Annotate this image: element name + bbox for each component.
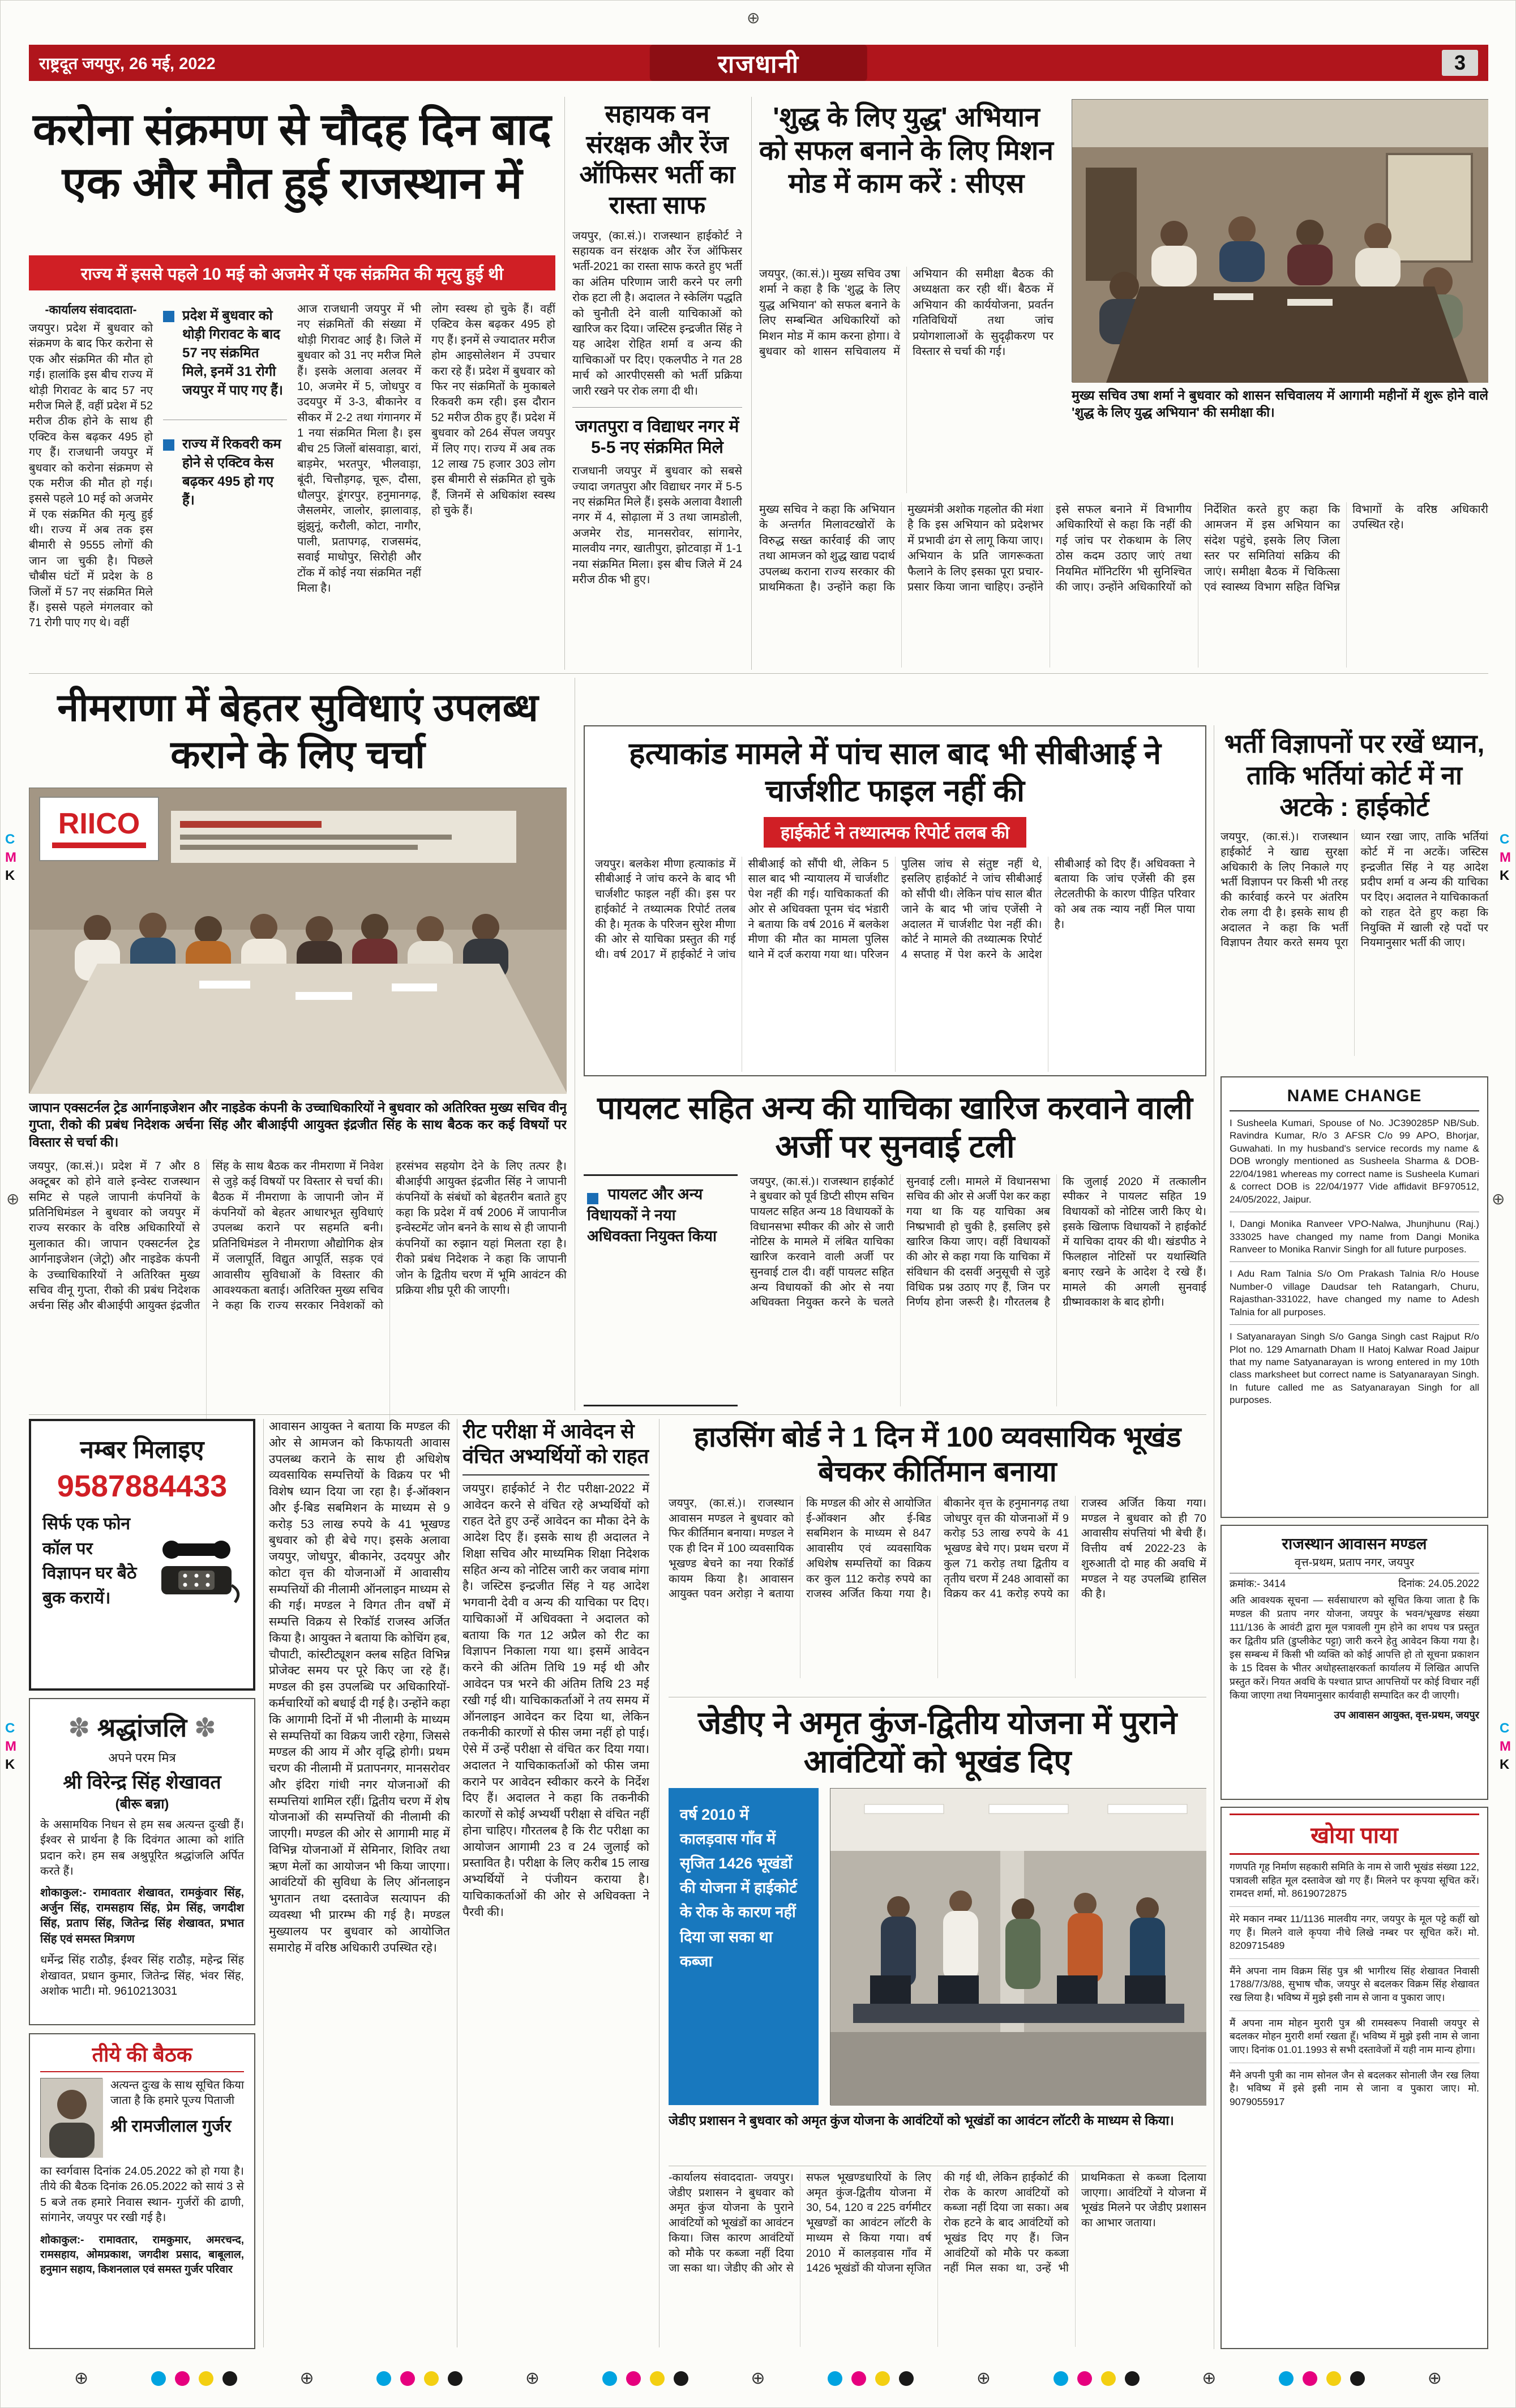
tiye-baithak-box [29,2033,255,2349]
hatyakand-subhead: हाईकोर्ट ने तथ्यात्मक रिपोर्ट तलब की [764,817,1026,848]
ad-title: नम्बर मिलाइए [80,1436,204,1464]
khoya-item: मैं अपना नाम मोहन मुरारी पुत्र श्री रामस्वरूप निवासी जयपुर से बदलकर मोहन मुरारी शर्मा रखता हूँ। भविष्य में मुझे इसी नाम से जाना जाए। दिनांक 01.01.1993 से सभी दस्तावेजों में यही नाम मान्य होगा। [1230,2011,1479,2063]
photo-jda-office [830,1788,1206,2105]
name-change-notice: I Satyanarayan Singh S/o Ganga Singh cast Rajput R/o Plot no. 129 Amarnath Dham II Hatoj Kalwar Road Jaipur that my name Satyanarayan is wrong entered in my 10th class marksheet but correct name is Satyanarayan Singh. In future called me as Satyanarayan Singh for all purposes. [1230,1331,1479,1406]
cmyk-dot-black [899,2371,914,2386]
article-shuddh [759,97,1488,670]
corona-bullet-item [163,435,287,510]
reg-letter-c: C [1500,1721,1510,1736]
jda-media-row [669,1788,1206,2105]
pilot-highlight-text: पायलट और अन्य विधायकों ने नया अधिवक्ता नियुक्त किया [587,1185,717,1245]
riico-logo [40,797,159,861]
tiye-intro-wrap [110,2078,244,2157]
telephone-icon [151,1519,242,1603]
pilot-body-row [584,1174,1206,1406]
article-neemrana [29,678,567,1445]
article-bharti-vigyapan [1220,725,1488,1071]
tiye-names: शोकाकुल:- रामावतार, रामकुमार, अमरचन्द, रामसहाय, ओमप्रकाश, जगदीश प्रसाद, बाबूलाल, हनुमान सहाय, किशनलाल एवं समस्त गुर्जर परिवार [40,2234,244,2276]
van-body2: राजधानी जयपुर में बुधवार को सबसे ज्यादा जगतपुरा और विद्याधर नगर में 5-5 नए संक्रमित मिले हैं। इसके अलावा वैशाली नगर में 4, सोढ़ाला में 3 तथा जामडोली, अजमेर रोड, मानसरोवर, सांगानेर, मालवीय नगर, खातीपुरा, झोटवाड़ा में 1-1 नया संक्रमित मिला। इस बीच जिले में 24 मरीज ठीक भी हुए। [572,465,742,586]
cmyk-dot-group [1054,2371,1140,2386]
riico-logo-text: RIICO [58,807,140,840]
shraddhanjali-name: श्री विरेन्द्र सिंह शेखावत [63,1772,221,1793]
photo-jda-office-art [830,1789,1206,2106]
corona-col1 [29,302,153,670]
pilot-highlight [584,1174,738,1406]
reg-letter-m: M [1500,1739,1511,1754]
shraddhanjali-alias: (बीरू बन्ना) [115,1797,169,1812]
cmyk-dot-cyan [828,2371,842,2386]
shuddh-headline: 'शुद्ध के लिए युद्ध' अभियान को सफल बनाने के लिए मिशन मोड में काम करें : सीएस [759,102,1054,199]
cmyk-dot-group [376,2371,462,2386]
hatyakand-headline: हत्याकांड मामले में पांच साल बाद भी सीबीआई ने चार्जशीट फाइल नहीं की [629,737,1161,808]
tiye-name: श्री रामजीलाल गुर्जर [110,2116,232,2136]
corona-bullet-item [163,306,287,400]
reet-headline: रीट परीक्षा में आवेदन से वंचित अभ्यर्थियों को राहत [462,1419,649,1475]
reg-letter-c: C [5,832,15,847]
bullet-square-icon [163,311,174,322]
reg-letter-m: M [5,1739,16,1754]
registration-cross-icon [977,2368,991,2388]
masthead-date: राष्ट्रदूत जयपुर, 26 मई, 2022 [39,54,216,73]
corona-col1-text: जयपुर। प्रदेश में बुधवार को संक्रमण के बाद फिर करोना से एक और संक्रमित की मौत हो गई। हालांकि इस बीच राज्य में थोड़ी गिरावट के बाद 57 नए मरीज मिले हैं, वहीं प्रदेश में 52 मरीज ठीक होने के साथ ही एक्टिव केस बढ़कर 495 हो गए हैं। राजधानी जयपुर में बुधवार को करोना संक्रमण से एक मरीज की मौत हो गई। इससे पहले 10 मई को अजमेर में एक संक्रमित की मृत्यु हुई थी। राज्य में अब तक इस बीमारी से 9555 लोगों की जान जा चुकी है। पिछले चौबीस घंटों में प्रदेश के 8 जिलों में 57 नए संक्रमित मिले हैं। इससे पहले मंगलवार को 71 रोगी पाए गए थे। वहीं [29,322,153,630]
cmyk-dot-magenta [1077,2371,1092,2386]
corona-bullet-box [163,302,287,670]
article-reet [462,1419,649,2347]
pilot-body: जयपुर, (का.सं.)। राजस्थान हाईकोर्ट ने बुधवार को पूर्व डिप्टी सीएम सचिन पायलट सहित अन्य 18 विधायकों के विधानसभा स्पीकर की ओर से जारी नोटिस के मामले में लंबित याचिका खारिज करवाने वाली अर्जी पर सुनवाई टाल दी। वहीं पायलट सहित अन्य विधायकों की ओर से नया अधिवक्ता नियुक्त करने के चलते सुनवाई टली। मामले में विधानसभा सचिव की ओर से अर्जी पेश कर कहा गया था कि यह याचिका अब निष्प्रभावी हो चुकी है, इसलिए इसे खारिज किया जाए। वहीं विधायकों की ओर से कहा गया कि याचिका में संविधान की दसवीं अनुसूची से जुड़े विधिक प्रश्न उठाए गए हैं, जिन पर निर्णय होना जरूरी है। गौरतलब है कि जुलाई 2020 में तत्कालीन स्पीकर ने पायलट सहित 19 विधायकों को नोटिस जारी किए थे। इसके खिलाफ विधायकों ने हाईकोर्ट में याचिका दायर की थी। खंडपीठ ने फिलहाल नोटिसों पर यथास्थिति बनाए रखने के आदेश दे रखे हैं। मामले की अगली सुनवाई ग्रीष्मावकाश के बाद होगी। [750,1175,1206,1309]
registration-cross-icon [299,2368,314,2388]
awasan-ref-date: दिनांक: 24.05.2022 [1398,1578,1479,1589]
van-headline: सहायक वन संरक्षक और रेंज ऑफिसर भर्ती का रास्ता साफ [579,100,735,220]
registration-cross-icon [6,1190,19,1208]
registration-cross-icon [74,2368,88,2388]
article-corona [29,97,555,670]
cmyk-dot-cyan [1279,2371,1294,2386]
cmyk-dot-yellow [424,2371,439,2386]
registration-cross-icon [1492,1190,1505,1208]
cmyk-dot-cyan [1054,2371,1068,2386]
van-body1: जयपुर, (का.सं.)। राजस्थान हाईकोर्ट ने सहायक वन संरक्षक और रेंज ऑफिसर भर्ती-2021 का रास्ता साफ करते हुए भर्ती का अंतिम परिणाम जारी करने पर लगी रोक हटा ली है। अदालत ने स्केलिंग पद्धति को चुनौती देने वाली याचिकाओं को खारिज कर दिया। जस्टिस इन्द्रजीत सिंह ने यह आदेश रोहित शर्मा व अन्य की याचिकाओं पर दिए। एकलपीठ ने गत 28 मार्च को आरपीएससी को भर्ती प्रक्रिया जारी रखने पर रोक लगा दी थी। [572,229,742,397]
cmyk-dot-yellow [875,2371,890,2386]
tiye-top-row [40,2078,244,2157]
awasan-notice-box [1220,1525,1488,1800]
khoya-item: मेरे मकान नम्बर 11/1136 मालवीय नगर, जयपुर के मूल पट्टे कहीं खो गए हैं। मिलने वाले कृपया नीचे लिखे नम्बर पर सूचित करें। मो. 8209715489 [1230,1907,1479,1959]
tiye-title: तीये की बैठक [40,2040,244,2072]
photo-riico-meeting-art [29,788,567,1094]
cmyk-dot-black [1125,2371,1140,2386]
registration-cross-icon [751,2368,765,2388]
reg-letter-c: C [1500,832,1510,847]
jda-bluebox: वर्ष 2010 में कालड़वास गाँव में सृजित 1426 भूखंडों की योजना में हाईकोर्ट के रोक के कारण नहीं दिया जा सका था कब्जा [669,1788,819,2105]
cmyk-dot-yellow [650,2371,665,2386]
shraddhanjali-names: शोकाकुल:- रामावतार शेखावत, रामकुंवार सिंह, अर्जुन सिंह, रामसहाय सिंह, प्रेम सिंह, जगदीश सिंह, प्रताप सिंह, जितेन्द्र सिंह शेखावत, प्रभात सिंह एवं समस्त मित्रगण [40,1886,244,1945]
photo-cs-meeting-art [1072,100,1488,383]
reg-letter-m: M [1500,850,1511,865]
registration-mark [1500,1722,1511,1772]
awasan-sign: उप आवासन आयुक्त, वृत्त-प्रथम, जयपुर [1334,1709,1479,1721]
section-rule [29,673,1488,674]
hatyakand-body: जयपुर। बलकेश मीणा हत्याकांड में सीबीआई ने जांच करने के बाद भी चार्जशीट फाइल नहीं की। इस पर हाईकोर्ट ने तथ्यात्मक रिपोर्ट तलब की है। मृतक के परिजन सुरेश मीणा की ओर से याचिका प्रस्तुत की गई थी। वर्ष 2017 में हाईकोर्ट ने जांच सीबीआई को सौंपी थी, लेकिन 5 साल बाद भी न्यायालय में चार्जशीट पेश नहीं की गई। याचिकाकर्ता की ओर से अधिवक्ता पूनम चंद भंडारी ने बताया कि वर्ष 2016 में बलकेश मीणा की मौत का मामला पुलिस थाने में दर्ज कराया गया था। परिजन पुलिस जांच से संतुष्ट नहीं थे, इसलिए हाईकोर्ट ने जांच सीबीआई को सौंपी थी। लेकिन पांच साल बीत जाने के बाद भी जांच एजेंसी ने अदालत में चार्जशीट पेश नहीं की। कोर्ट ने मामले की तथ्यात्मक रिपोर्ट 4 सप्ताह में पेश करने के आदेश सीबीआई को दिए हैं। अधिवक्ता ने बताया कि जांच एजेंसी की इस लेटलतीफी के कारण पीड़ित परिवार को अब तक न्याय नहीं मिल पाया है। [595,857,1195,961]
cmyk-dot-black [448,2371,462,2386]
neemrana-body: जयपुर, (का.सं.)। प्रदेश में 7 और 8 अक्टूबर को होने वाले इन्वेस्ट राजस्थान समिट से पहले जापानी कंपनियों के प्रतिनिधिमंडल ने बुधवार को जयपुर में राज्य सरकार के वरिष्ठ अधिकारियों से मुलाकात की। जापान एक्सटर्नल ट्रेड आर्गनाइजेशन (जेट्रो) और नाइडेक कंपनी के उच्चाधिकारियों ने अतिरिक्त मुख्य सचिव वीनू गुप्ता, रीको की प्रबंध निदेशक अर्चना सिंह और बीआईपी आयुक्त इंद्रजीत सिंह के साथ बैठक कर नीमराणा में निवेश से जुड़े कई विषयों पर विस्तार से चर्चा की। बैठक में नीमराणा के जापानी जोन में कंपनियों को बेहतर आधारभूत सुविधाएं उपलब्ध कराने पर सहमति बनी। प्रतिनिधिमंडल ने नीमराणा औद्योगिक क्षेत्र में जलापूर्ति, विद्युत आपूर्ति, सड़क एवं आवासीय सुविधाओं के विस्तार की आवश्यकता बताई। अतिरिक्त मुख्य सचिव ने कहा कि राज्य सरकार निवेशकों को हरसंभव सहयोग देने के लिए तत्पर है। बीआईपी आयुक्त इंद्रजीत सिंह ने जापानी कंपनियों के संबंधों को बेहतरीन बताते हुए कहा कि प्रदेश में वर्ष 2006 में जापानीज इन्वेस्टमेंट जोन बनने के साथ से ही जापानी कंपनियों का रुझान यहां मिलता रहा है। रीको प्रबंध निदेशक ने कहा कि जापानी जोन के द्वितीय चरण में भूमि आवंटन की प्रक्रिया शीघ्र पूरी की जाएगी। [29,1160,567,1312]
name-change-box [1220,1076,1488,1518]
article-housing-board [669,1419,1206,1693]
shraddhanjali-title: ✽ श्रद्धांजलि ✽ [40,1705,244,1749]
shuddh-photo-figure [1072,99,1488,421]
article-van-bharti [572,97,742,670]
registration-cross-icon [525,2368,539,2388]
shuddh-body: मुख्य सचिव ने कहा कि अभियान के अन्तर्गत मिलावटखोरों के विरुद्ध सख्त कार्रवाई की जाए तथा आमजन को शुद्ध खाद्य पदार्थ उपलब्ध कराना राज्य सरकार की प्राथमिकता है। उन्होंने कहा कि मुख्यमंत्री अशोक गहलोत की मंशा है कि इस अभियान को प्रदेशभर में प्रभावी ढंग से लागू किया जाए। अभियान के प्रति जागरूकता फैलाने के लिए इसका पूरा प्रचार-प्रसार किया जाना चाहिए। उन्होंने इसे सफल बनाने में विभागीय अधिकारियों से कहा कि नहीं की गई जांच पर रोकथाम के लिए ठोस कदम उठाए जाएं तथा नियमित मॉनिटरिंग भी सुनिश्चित की जाए। उन्होंने अधिकारियों को निर्देशित करते हुए कहा कि आमजन में इस अभियान का संदेश पहुंचे, इसके लिए जिला स्तर पर समितियां सक्रिय की जाएं। समीक्षा बैठक में चिकित्सा एवं स्वास्थ्य विभाग सहित विभिन्न विभागों के वरिष्ठ अधिकारी उपस्थित रहे। [759,503,1488,593]
housing-continuation-column: आवासन आयुक्त ने बताया कि मण्डल की ओर से आमजन को किफायती आवास उपलब्ध कराने के साथ ही अधिशेष व्यवसायिक सम्पत्तियों के विक्रय पर भी विशेष ध्यान दिया जा रहा है। ई-ऑक्शन और ई-बिड सबमिशन के माध्यम से 9 करोड़ 53 लाख रुपये के 41 भूखण्ड बुधवार को ही बेचे गए। इसके अलावा जयपुर, जोधपुर, बीकानेर, उदयपुर और कोटा वृत्त की योजनाओं में आवासीय सम्पत्तियों की नीलामी ऑनलाइन माध्यम से की गई। मण्डल ने विगत तीन वर्षों में सम्पत्ति विक्रय से रिकॉर्ड राजस्व अर्जित किया है। आयुक्त ने बताया कि कोचिंग हब, चौपाटी, कांस्टीट्यूशन क्लब सहित विभिन्न प्रोजेक्ट समय पर पूरे किए जा रहे हैं। मण्डल की इस उपलब्धि पर अधिकारियों-कर्मचारियों को बधाई दी गई है। उन्होंने कहा कि आगामी दिनों में भी नीलामी के माध्यम से सम्पत्तियों का विक्रय जारी रहेगा, जिससे मण्डल की आय में और वृद्धि होगी। प्रथम चरण की नीलामी में प्रतापनगर, मानसरोवर और इंदिरा गांधी नगर योजनाओं की सम्पत्तियां शामिल रहीं। द्वितीय चरण में शेष योजनाओं की सम्पत्तियों की नीलामी की जाएगी। मण्डल की ओर से आगामी माह में विभिन्न योजनाओं में सेमिनार, शिविर तथा ऋण मेलों का आयोजन भी किया जाएगा। आवंटियों की सुविधा के लिए ऑनलाइन भुगतान तथा दस्तावेज सत्यापन की व्यवस्था भी प्रारम्भ की गई है। मण्डल मुख्यालय पर बुधवार को आयोजित समारोह में वरिष्ठ अधिकारी उपस्थित रहे। [269,1420,450,1954]
section-title: राजधानी [650,45,867,81]
reg-letter-k: K [5,868,15,883]
bullet-square-icon [587,1193,598,1204]
photo-riico-meeting [29,788,567,1093]
housing-body: जयपुर, (का.सं.)। राजस्थान आवासन मण्डल ने बुधवार को फिर कीर्तिमान बनाया। मण्डल ने एक ही दिन में 100 व्यवसायिक भूखण्ड बेचने का नया रिकॉर्ड कायम किया है। आवासन आयुक्त पवन अरोड़ा ने बताया कि मण्डल की ओर से आयोजित ई-ऑक्शन और ई-बिड सबमिशन के माध्यम से 847 आवासीय एवं व्यवसायिक अधिशेष सम्पत्तियों का विक्रय कर कुल 112 करोड़ रुपये का राजस्व अर्जित किया गया है। बीकानेर वृत्त के हनुमानगढ़ तथा जोधपुर वृत्त की योजनाओं में 9 करोड़ 53 लाख रुपये के 41 भूखण्ड बेचे गए। प्रथम चरण में कुल 71 करोड़ तथा द्वितीय व तृतीय चरण में 248 आवासों का विक्रय कर 41 करोड़ रुपये का राजस्व अर्जित किया गया। मण्डल ने बुधवार को ही 70 आवासीय संपत्तियां भी बेची हैं। वित्तीय वर्ष 2022-23 के शुरुआती दो माह की अवधि में मण्डल ने यह उपलब्धि हासिल की है। [669,1497,1206,1601]
cmyk-dot-group [828,2371,914,2386]
shraddhanjali-names2: धर्मेन्द्र सिंह राठौड़, ईश्वर सिंह राठौड़, महेन्द्र सिंह शेखावत, प्रधान कुमार, जितेन्द्र सिंह, भंवर सिंह, अशोक भाटी। मो. 9610213031 [40,1954,244,1998]
awasan-subtitle: वृत्त-प्रथम, प्रताप नगर, जयपुर [1230,1554,1479,1573]
registration-mark [1500,833,1511,883]
khoya-item: मैंने अपनी पुत्री का नाम सोनल जैन से बदलकर सोनाली जैन रख लिया है। भविष्य में इसे इसी नाम से जाना व पुकारा जाए। मो. 9079055917 [1230,2069,1479,2107]
tiye-body: का स्वर्गवास दिनांक 24.05.2022 को हो गया है। तीये की बैठक दिनांक 26.05.2022 को सायं 3 से 5 बजे तक हमारे निवास स्थान- गुर्जरों की ढाणी, सांगानेर, जयपुर पर रखी गई है। [40,2165,244,2225]
bharti-headline: भर्ती विज्ञापनों पर रखें ध्यान, ताकि भर्तियां कोर्ट में ना अटके : हाईकोर्ट [1224,729,1485,822]
cmyk-dot-black [1350,2371,1365,2386]
shuddh-photo-caption: मुख्य सचिव उषा शर्मा ने बुधवार को शासन सचिवालय में आगामी महीनों में शुरू होने वाले 'शुद्ध के लिए युद्ध अभियान' की समीक्षा की। [1072,388,1488,420]
portrait-photo [40,2078,102,2157]
phone-booking-ad [29,1419,255,1691]
name-change-title: NAME CHANGE [1230,1083,1479,1111]
khoya-paya-title: खोया पाया [1230,1814,1479,1855]
cmyk-dot-magenta [626,2371,641,2386]
registration-cross-icon [1202,2368,1216,2388]
cmyk-dot-magenta [1303,2371,1317,2386]
registration-cross-icon [747,8,760,27]
column-rule [564,97,565,670]
corona-col2-text: आज राजधानी जयपुर में भी नए संक्रमितों की संख्या में थोड़ी गिरावट आई है। जिले में बुधवार को 31 नए मरीज मिले हैं। इसके अलावा अलवर में 10, अजमेर में 5, जोधपुर व उदयपुर में 3-3, बीकानेर व सीकर में 2-2 तथा गंगानगर में 1 नया संक्रमित मिला है। इस बीच 25 जिलों बांसवाड़ा, बारां, बाड़मेर, भरतपुर, भीलवाड़ा, बूंदी, चित्तौड़गढ़, चूरू, दौसा, धौलपुर, डूंगरपुर, हनुमानगढ़, जैसलमेर, जालोर, झालावाड़, झुंझुनूं, करौली, कोटा, नागौर, पाली, प्रतापगढ़, राजसमंद, सवाई माधोपुर, सिरोही और टोंक में कोई नया संक्रमित नहीं मिला है। [297,303,421,595]
bullet-square-icon [163,439,174,451]
reg-letter-k: K [1500,868,1510,883]
name-change-notice: I Adu Ram Talnia S/o Om Prakash Talnia R/o House Number-0 village Daudsar teh Ratangarh, Churu, Rajasthan-331022, have changed my name to Adesh Talnia for all purposes. [1230,1262,1479,1325]
cmyk-dot-black [222,2371,237,2386]
bullet-text: राज्य में रिकवरी कम होने से एक्टिव केस बढ़कर 495 हो गए हैं। [182,436,281,508]
reg-letter-m: M [5,850,16,865]
cmyk-dot-yellow [1326,2371,1341,2386]
shraddhanjali-line2: के असामयिक निधन से हम सब अत्यन्त दुःखी हैं। ईश्वर से प्रार्थना है कि दिवंगत आत्मा को शांति प्रदान करे। हम सब अश्रुपूरित श्रद्धांजलि अर्पित करते हैं। [40,1819,244,1878]
neemrana-photo-caption: जापान एक्सटर्नल ट्रेड आर्गनाइजेशन और नाइडेक कंपनी के उच्चाधिकारियों ने बुधवार को अतिरिक्त मुख्य सचिव वीनू गुप्ता, रीको की प्रबंध निदेशक अर्चना सिंह और बीआईपी आयुक्त इंद्रजीत सिंह के साथ बैठक कर कई विषयों पर विस्तार से चर्चा की। [29,1100,567,1149]
van-subhead2: जगतपुरा व विद्याधर नगर में 5-5 नए संक्रमित मिले [572,407,742,464]
article-pilot [584,1085,1206,1410]
housing-headline: हाउसिंग बोर्ड ने 1 दिन में 100 व्यवसायिक भूखंड बेचकर कीर्तिमान बनाया [693,1421,1181,1487]
neemrana-headline: नीमराणा में बेहतर सुविधाएं उपलब्ध कराने के लिए चर्चा [57,686,538,776]
cmyk-dot-cyan [151,2371,166,2386]
cmyk-dot-yellow [199,2371,213,2386]
cmyk-dot-cyan [602,2371,617,2386]
registration-mark [5,833,16,883]
section-rule [29,1414,1206,1415]
awasan-ref-no: क्रमांक:- 3414 [1230,1578,1286,1589]
bullet-text: प्रदेश में बुधवार को थोड़ी गिरावट के बाद 57 नए संक्रमित मिले, इनमें 31 रोगी जयपुर में पाए गए हैं। [182,308,283,399]
cmyk-print-strip [74,2368,1442,2388]
ad-phone-number: 9587884433 [57,1469,228,1503]
column-rule [751,97,752,670]
corona-col3-text: लोग स्वस्थ हो चुके हैं। वहीं एक्टिव केस बढ़कर 495 हो गए हैं। इनमें से ज्यादातर मरीज होम आइसोलेशन में उपचार करा रहे हैं। प्रदेश में बुधवार को फिर नए संक्रमितों के मुकाबले रिकवरी कम रही। इस दौरान 52 मरीज ठीक हुए हैं। प्रदेश में बुधवार को 264 सेंपल जयपुर में लिए गए। राज्य में अब तक 12 लाख 75 हजार 303 लोग इस बीमारी से संक्रमित हो चुके हैं, जिनमें से अधिकांश स्वस्थ हो चुके हैं। [431,303,555,517]
cmyk-dot-black [674,2371,688,2386]
ad-caption: सिर्फ एक फोन कॉल पर विज्ञापन घर बैठे बुक करायें। [42,1515,137,1607]
cmyk-dot-yellow [1101,2371,1116,2386]
column-rule [263,1419,264,2347]
cmyk-dot-magenta [400,2371,415,2386]
registration-mark [5,1722,16,1772]
reg-letter-c: C [5,1721,15,1736]
name-change-notice: I, Dangi Monika Ranveer VPO-Nalwa, Jhunjhunu (Raj.) 333025 have changed my name from Dangi Monika Ranveer to Monika Ranvir Singh for all future purposes. [1230,1212,1479,1262]
masthead [29,45,1488,81]
article-hatyakand [584,725,1206,1076]
cmyk-dot-group [151,2371,237,2386]
khoya-item: मैंने अपना नाम विक्रम सिंह पुत्र श्री भागीरथ सिंह शेखावत निवासी 1788/7/3/88, सुभाष चौक, जयपुर से बदलकर विक्रम सिंह शेखावत रख लिया है। भविष्य में मुझे इसी नाम से जाना व पुकारा जाए। [1230,1959,1479,2011]
awasan-title: राजस्थान आवासन मण्डल [1282,1535,1427,1552]
cmyk-dot-magenta [175,2371,190,2386]
pilot-headline: पायलट सहित अन्य की याचिका खारिज करवाने वाली अर्जी पर सुनवाई टली [597,1090,1193,1165]
khoya-item: गणपति गृह निर्माण सहकारी समिति के नाम से जारी भूखंड संख्या 122, पत्रावली सहित मूल दस्तावेज खो गए हैं। मिलने पर कृपया सूचित करें। रामदत्त शर्मा, मो. 8619072875 [1230,1855,1479,1907]
ad-bottom-row [42,1512,242,1610]
bharti-body: जयपुर, (का.सं.)। राजस्थान हाईकोर्ट ने खाद्य सुरक्षा अधिकारी के लिए निकाले गए भर्ती विज्ञापन पर किसी भी तरह की कार्रवाई करने पर अंतरिम रोक लगा दी है। इसके साथ ही अदालत ने कहा कि भर्ती विज्ञापन तैयार करते समय पूरा ध्यान रखा जाए, ताकि भर्तियां कोर्ट में ना अटकें। जस्टिस इन्द्रजीत सिंह ने यह आदेश प्रदीप शर्मा व अन्य की याचिका पर दिए। अदालत ने याचिकाकर्ता को राहत देते हुए कहा कि नियुक्ति में खाली रहे पदों पर नियमानुसार भर्ती की जाए। [1220,831,1488,949]
jda-photo-caption: जेडीए प्रशासन ने बुधवार को अमृत कुंज योजना के आवंटियों को भूखंडों का आवंटन लॉटरी के माध्यम से किया। [669,2112,1174,2128]
registration-cross-icon [1428,2368,1442,2388]
cmyk-dot-group [602,2371,688,2386]
khoya-paya-box [1220,1807,1488,2349]
tiye-intro: अत्यन्त दुःख के साथ सूचित किया जाता है कि हमारे पूज्य पिताजी [110,2079,245,2107]
article-jda [669,1701,1206,2163]
corona-byline: -कार्यालय संवाददाता- [45,303,137,316]
jda-body-strip: -कार्यालय संवाददाता- जयपुर। जेडीए प्रशासन ने बुधवार को अमृत कुंज योजना के पुराने आवंटियों को भूखंडों का आवंटन किया। जिस कारण आवंटियों को मौके पर कब्जा नहीं दिया जा सका था। जेडीए की ओर से सफल भूखण्डधारियों के लिए अमृत कुंज-द्वितीय योजना में 30, 54, 120 व 225 वर्गमीटर भूखण्डों का आवंटन लॉटरी के माध्यम से किया गया। वर्ष 2010 में कालड़वास गाँव में 1426 भूखंडों की योजना सृजित की गई थी, लेकिन हाईकोर्ट की रोक के कारण आवंटियों को कब्जा नहीं दिया जा सका। अब रोक हटने के बाद आवंटियों को भूखंड दिए गए हैं। जिन आवंटियों को मौके पर कब्जा नहीं मिल सका था, उन्हें भी प्राथमिकता से कब्जा दिलाया जाएगा। आवंटियों ने योजना में भूखंड मिलने पर जेडीए प्रशासन का आभार जताया। [669,2171,1206,2275]
reg-letter-k: K [5,1757,15,1772]
shuddh-lead: जयपुर, (का.सं.)। मुख्य सचिव उषा शर्मा ने कहा है कि 'शुद्ध के लिए युद्ध अभियान' को सफल बनाने के लिए सम्बन्धित अधिकारियों को मिशन मोड में काम करना होगा। वे बुधवार को शासन सचिवालय में अभियान की समीक्षा बैठक की अध्यक्षता कर रही थीं। बैठक में अभियान की कार्ययोजना, प्रवर्तन गतिविधियों तथा जांच प्रयोगशालाओं के सुदृढ़ीकरण पर विस्तार से चर्चा की गई। [759,268,1054,358]
photo-cs-meeting [1072,99,1488,382]
awasan-body: अति आवश्यक सूचना — सर्वसाधारण को सूचित किया जाता है कि मण्डल की प्रताप नगर योजना, जयपुर के भवन/भूखण्ड संख्या 111/136 के आवंटी द्वारा मूल पत्रावली गुम होने का शपथ पत्र प्रस्तुत कर द्वितीय प्रति (डुप्लीकेट पट्टा) जारी करने हेतु आवेदन किया गया है। इस सम्बन्ध में किसी भी व्यक्ति को कोई आपत्ति हो तो सूचना प्रकाशन के 15 दिवस के भीतर अधोहस्ताक्षरकर्ता कार्यालय में लिखित आपत्ति प्रस्तुत करें। नियत अवधि के पश्चात प्राप्त आपत्तियों पर कोई विचार नहीं किया जाएगा तथा नियमानुसार कार्यवाही सम्पादित कर दी जाएगी। [1230,1594,1479,1701]
reet-body: जयपुर। हाईकोर्ट ने रीट परीक्षा-2022 में आवेदन करने से वंचित रहे अभ्यर्थियों को राहत देते हुए उन्हें आवेदन का मौका देने के आदेश दिए हैं। इसके साथ ही अदालत ने शिक्षा सचिव और माध्यमिक शिक्षा निदेशक सहित अन्य को नोटिस जारी कर जवाब मांगा है। जस्टिस इन्द्रजीत सिंह ने यह आदेश भगवानी देवी व अन्य की याचिका पर दिए। याचिकाओं में अधिवक्ता ने अदालत को बताया कि गत 12 अप्रैल को रीट का विज्ञापन निकाला गया था। इसमें आवेदन करने की अंतिम तिथि 19 मई थी और आवेदन पत्र भरने की अंतिम तिथि 23 मई रखी गई थी। याचिकाकर्ताओं ने तय समय में ऑनलाइन आवेदन कर दिया था, लेकिन तकनीकी कारणों से फीस जमा नहीं हो पाई। ऐसे में उन्हें परीक्षा से वंचित कर दिया गया। अदालत ने याचिकाकर्ताओं को फीस जमा कराने पर आवेदन स्वीकार करने के निर्देश दिए हैं। अदालत ने कहा कि तकनीकी कारणों से कोई अभ्यर्थी परीक्षा से वंचित नहीं होना चाहिए। गौरतलब है कि रीट परीक्षा का आयोजन आगामी 23 व 24 जुलाई को प्रस्तावित है। परीक्षा के लिए करीब 15 लाख अभ्यर्थियों ने पंजीयन कराया है। याचिकाकर्ताओं की ओर से अधिवक्ता ने पैरवी की। [462,1482,649,1919]
portrait-art [41,2078,103,2158]
awasan-ref-row [1230,1573,1479,1594]
shraddhanjali-box [29,1698,255,2025]
reg-letter-k: K [1500,1757,1510,1772]
corona-subhead: राज्य में इससे पहले 10 मई को अजमेर में एक संक्रमित की मृत्यु हुई थी [29,255,555,290]
page-number: 3 [1442,50,1478,76]
name-change-notice: I Susheela Kumari, Spouse of No. JC390285P NB/Sub. Ravindra Kumar, R/o 3 AFSR C/o 99 APO, Bhorjar, Guwahati. In my husband's service records my name & DOB wrongly mentioned as Susheela Sharma & DOB-22/04/1981 whereas my correct name is Susheela Kumari & correct DOB is 22/04/1977 Vide affidavit BF970512, 24/05/2022, Jaipur. [1230,1111,1479,1212]
shraddhanjali-line1: अपने परम मित्र [108,1751,176,1765]
hatyakand-subhead-wrap [595,817,1195,848]
cmyk-dot-group [1279,2371,1365,2386]
cmyk-dot-magenta [851,2371,866,2386]
cmyk-dot-cyan [376,2371,391,2386]
jda-headline: जेडीए ने अमृत कुंज-द्वितीय योजना में पुराने आवंटियों को भूखंड दिए [697,1705,1177,1780]
corona-headline: करोना संक्रमण से चौदह दिन बाद एक और मौत हुई राजस्थान में [33,104,551,208]
corona-body [29,302,555,670]
